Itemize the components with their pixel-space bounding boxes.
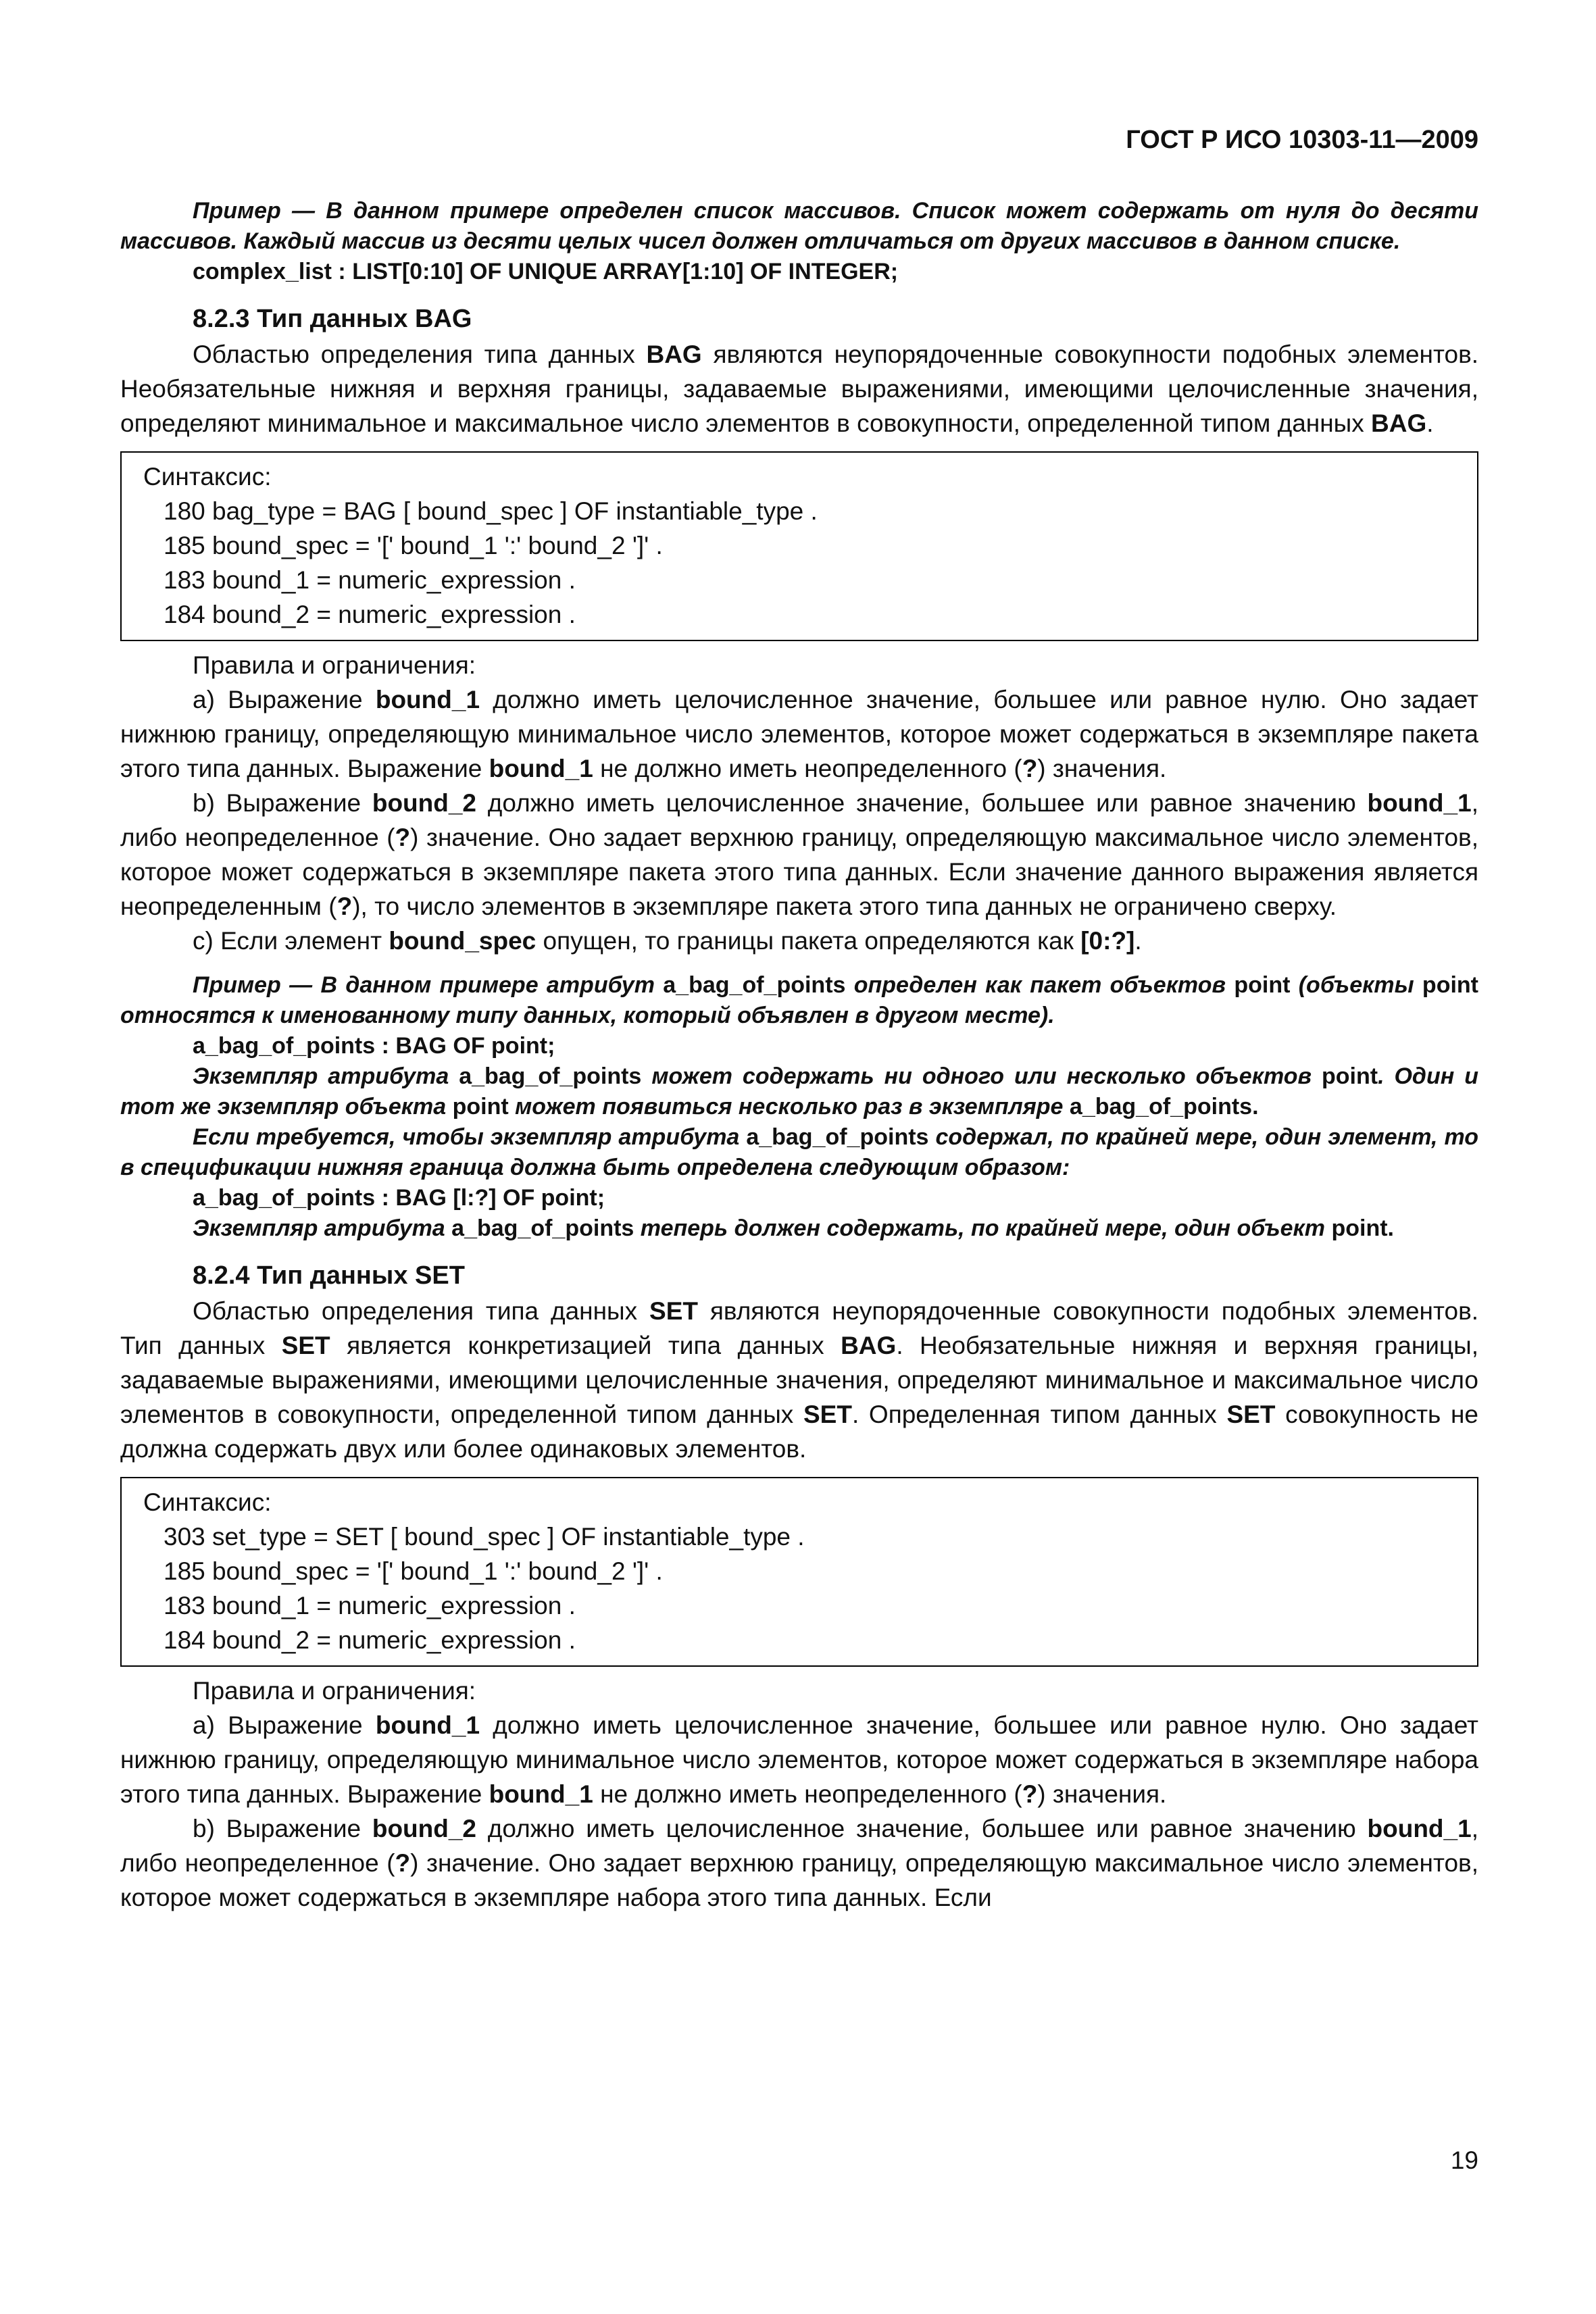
syntax-line: 184 bound_2 = numeric_expression . [164,1626,576,1654]
section-heading-bag: 8.2.3 Тип данных BAG [193,305,472,333]
bag-intro-paragraph: Областью определения типа данных BAG являются неупорядоченные совокупности подобных элементов. Необязательные нижняя и верхняя границы, задаваемые выражениями, имеющими целочисленные значения, определяют минимальное и максимальное число элементов в совокупности, определенной типом данных BAG. [120,341,1479,437]
syntax-line: 183 bound_1 = numeric_expression . [164,1592,576,1619]
set-rule-b: b) Выражение bound_2 должно иметь целочисленное значение, большее или равное значению bound_1, либо неопределенное (?) значение. Оно задает верхнюю границу, определяющую максимальное число элементов, которое может содержаться в экземпляре набора этого типа данных. Если [120,1815,1478,1911]
set-syntax-box [120,1477,1478,1667]
bag-example-code-1: a_bag_of_points : BAG OF point; [193,1033,555,1059]
syntax-line: 185 bound_spec = '[' bound_1 ':' bound_2 ']' . [164,532,663,559]
bag-rule-c: c) Если элемент bound_spec опущен, то границы пакета определяются как [0:?]. [193,927,1142,955]
document-header: ГОСТ Р ИСО 10303-11—2009 [1126,126,1478,154]
bag-rule-b: b) Выражение bound_2 должно иметь целочисленное значение, большее или равное значению bound_1, либо неопределенное (?) значение. Оно задает верхнюю границу, определяющую максимальное число элементов, которое может содержаться в экземпляре пакета этого типа данных. Если значение данного выражения является неопределенным (?), то число элементов в экземпляре пакета этого типа данных не ограничено сверху. [120,789,1478,920]
bag-example-code-2: a_bag_of_points : BAG [l:?] OF point; [193,1185,605,1211]
set-rules-title: Правила и ограничения: [193,1677,476,1705]
syntax-line: 184 bound_2 = numeric_expression . [164,601,576,628]
page-number: 19 [1450,2146,1478,2174]
bag-rule-a: a) Выражение bound_1 должно иметь целочисленное значение, большее или равное нулю. Оно задает нижнюю границу, определяющую минимальное число элементов, которое может содержаться в экземпляре пакета этого типа данных. Выражение bound_1 не должно иметь неопределенного (?) значения. [120,686,1478,782]
section-heading-set: 8.2.4 Тип данных SET [193,1261,465,1290]
syntax-line: 183 bound_1 = numeric_expression . [164,566,576,594]
page-content [120,196,1478,1915]
example-list-code: complex_list : LIST[0:10] OF UNIQUE ARRAY[1:10] OF INTEGER; [193,259,899,284]
example-list-text: Пример — В данном примере определен список массивов. Список может содержать от нуля до десяти массивов. Каждый массив из десяти целых чисел должен отличаться от других массивов в данном списке. [120,198,1478,254]
bag-example-instance: Экземпляр атрибута a_bag_of_points может содержать ни одного или несколько объектов point. Один и тот же экземпляр объекта point может появиться несколько раз в экземпляре a_bag_of_points. [120,1063,1478,1120]
bag-example-lower-bound: Если требуется, чтобы экземпляр атрибута a_bag_of_points содержал, по крайней мере, один элемент, то в спецификации нижняя граница должна быть определена следующим образом: [120,1124,1478,1180]
syntax-caption: Синтаксис: [143,463,272,491]
syntax-line: 180 bag_type = BAG [ bound_spec ] OF instantiable_type . [164,497,818,525]
set-intro-paragraph: Областью определения типа данных SET являются неупорядоченные совокупности подобных элементов. Тип данных SET является конкретизацией типа данных BAG. Необязательные нижняя и верхняя границы, задаваемые выражениями, имеющими целочисленные значения, определяют минимальное и максимальное число элементов в совокупности, определенной типом данных SET. Определенная типом данных SET совокупность не должна содержать двух или более одинаковых элементов. [120,1297,1479,1463]
set-rule-a: a) Выражение bound_1 должно иметь целочисленное значение, большее или равное нулю. Оно задает нижнюю границу, определяющую минимальное число элементов, которое может содержаться в экземпляре набора этого типа данных. Выражение bound_1 не должно иметь неопределенного (?) значения. [120,1711,1478,1808]
syntax-caption: Синтаксис: [143,1488,272,1516]
bag-example-intro: Пример — В данном примере атрибут a_bag_of_points определен как пакет объектов point (объекты point относятся к именованному типу данных, который объявлен в другом месте). [120,972,1478,1028]
bag-rules-title: Правила и ограничения: [193,651,476,679]
syntax-line: 185 bound_spec = '[' bound_1 ':' bound_2 ']' . [164,1557,663,1585]
bag-example-result: Экземпляр атрибута a_bag_of_points теперь должен содержать, по крайней мере, один объект point. [193,1215,1394,1241]
bag-syntax-box [120,451,1478,641]
syntax-line: 303 set_type = SET [ bound_spec ] OF instantiable_type . [164,1523,805,1551]
